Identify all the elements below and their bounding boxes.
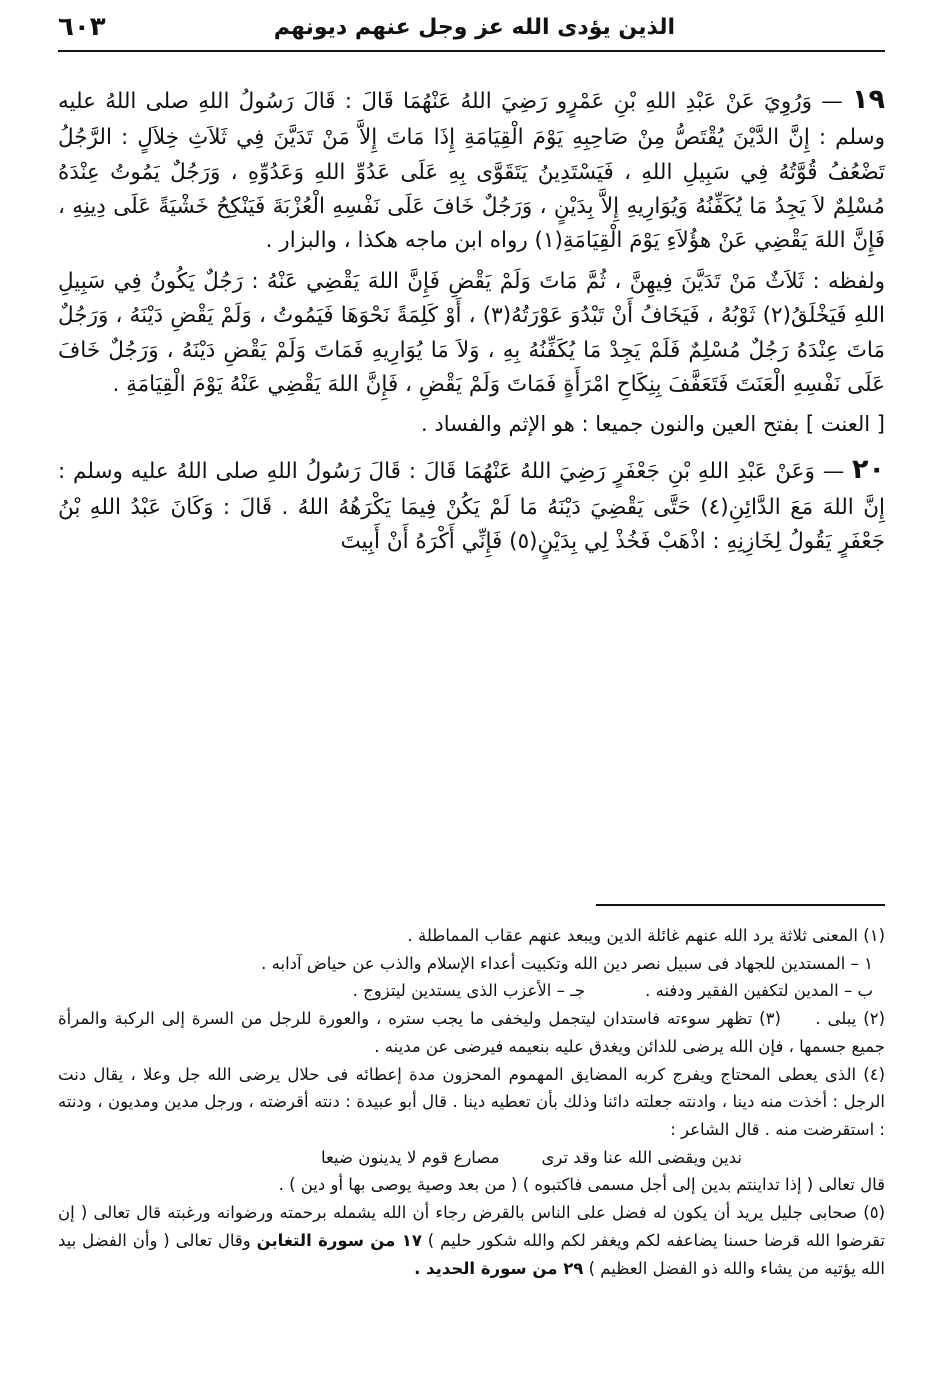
- variant-text: ولفظه : ثَلاَثٌ مَنْ تَدَيَّنَ فِيهِنَّ ، ثُمَّ مَاتَ وَلَمْ يَقْضِ فَإِنَّ اللهَ يَقْضِي عَنْهُ : رَجُلٌ يَكُونُ فِي سَبِيلِ اللهِ فَيَخْلَقُ(٢) ثَوْبُهُ ، فَيَخَافُ أَنْ تَبْدُوَ عَوْرَتُهُ(٣) ، أَوْ كَلِمَةً نَحْوَهَا فَيَمُوتُ ، وَلَمْ يَقْضِ دَيْنَهُ ، وَرَجُلٌ مَاتَ عِنْدَهُ رَجُلٌ مُسْلِمٌ فَلَمْ يَجِدْ مَا يُكَفِّنُهُ بِهِ ، وَلاَ مَا يُوَارِيهِ فَمَاتَ وَلَمْ يَقْضِ دَيْنَهُ ، وَرَجُلٌ خَافَ عَلَى نَفْسِهِ الْعَنَتَ فَتَعَفَّفَ بِنِكَاحِ امْرَأَةٍ فَمَاتَ وَلَمْ يَقْضِ ، فَإِنَّ اللهَ يَقْضِي عَنْهُ يَوْمَ الْقِيَامَةِ .: [58, 268, 885, 397]
- surah-reference-1: ١٧ من سورة التغابن: [256, 1230, 422, 1250]
- hadith-text: — وَعَنْ عَبْدِ اللهِ بْنِ جَعْفَرٍ رَضِيَ اللهُ عَنْهُمَا قَالَ : قَالَ رَسُولُ اللهِ صلى اللهُ عليه وسلم : إِنَّ اللهَ مَعَ الدَّائِنِ(٤) حَتَّى يَقْضِيَ دَيْنَهُ مَا لَمْ يَكُنْ فِيمَا يَكْرَهُهُ اللهُ . قَالَ : وَكَانَ عَبْدُ اللهِ بْنُ جَعْفَرٍ يَقُولُ لِخَازِنِهِ : اذْهَبْ فَخُذْ لِي بِدَيْنٍ(٥) فَإِنِّي أَكْرَهُ أَنْ أَبِيتَ: [58, 458, 886, 555]
- page-header: [58, 4, 885, 52]
- hadith-number: ١٩: [852, 84, 885, 115]
- footnotes-2-3: [58, 1005, 885, 1060]
- footnotes: [58, 922, 885, 1282]
- footnote-5-mid: وقال تعالى ( وأن الفضل بيد الله يؤتيه من يشاء والله ذو الفضل العظيم ): [58, 1230, 885, 1278]
- surah-reference-2: ٢٩ من سورة الحديد .: [414, 1258, 584, 1278]
- footnote-4: (٤) الذى يعطى المحتاج ويفرج كربه المضايق المهموم المحزون مدة إعطائه فى حلال يرضى الله جل وعلا ، يقال دنت الرجل : أخذت منه دينا ، وادنته جعلته دائنا وذلك بأن تعطيه دينا . قال أبو عبيدة : دنته أقرضته ، ورجل مدين ومديون ، ودنته : استقرضت منه . قال الشاعر :: [58, 1064, 885, 1140]
- hadith-19: [58, 78, 885, 259]
- footnote-2: (٢) يبلى .: [815, 1009, 885, 1029]
- footnote-3: (٣) تظهر سوءته فاستدان ليتجمل وليخفى ما يجب ستره ، والعورة للرجل من السرة إلى الركبة والمرأة جميع جسمها ، فإن الله يرضى للدائن ويغدق عليه بنعيمه فيرضى عن مدينه .: [58, 1009, 885, 1056]
- footnote-4-quran: قال تعالى ( إذا تداينتم بدين إلى أجل مسمى فاكتبوه ) ( من بعد وصية يوصى بها أو دين ) .: [278, 1175, 885, 1195]
- footnote-separator: [596, 904, 885, 906]
- gloss-text: [ العنت ] بفتح العين والنون جميعا : هو الإثم والفساد .: [421, 412, 885, 437]
- variant-wording: [58, 265, 885, 403]
- poetry-verse: [58, 1144, 885, 1172]
- footnote-1-items-bc: [58, 977, 885, 1005]
- footnote-1-item-b: ب – المدين لتكفين الفقير ودفنه .: [645, 981, 873, 1001]
- hadith-20: [58, 448, 885, 560]
- footnote-5: [58, 1199, 885, 1282]
- running-title: الذين يؤدى الله عز وجل عنهم ديونهم: [273, 14, 675, 40]
- verse-hemistich-2: مصارع قوم لا يدينون ضيعا: [321, 1147, 500, 1167]
- footnote-1: (١) المعنى ثلاثة يرد الله عنهم غائلة الدين ويبعد عنهم عقاب المماطلة .: [407, 926, 885, 945]
- verse-hemistich-1: ندين ويقضى الله عنا وقد ترى: [541, 1147, 742, 1167]
- hadith-text: — وَرُوِيَ عَنْ عَبْدِ اللهِ بْنِ عَمْرٍو رَضِيَ اللهُ عَنْهُمَا قَالَ : قَالَ رَسُولُ اللهِ صلى اللهُ عليه وسلم : إِنَّ الدَّيْنَ يُقْتَصُّ مِنْ صَاحِبِهِ يَوْمَ الْقِيَامَةِ إِذَا مَاتَ إِلاَّ مَنْ تَدَيَّنَ فِي ثَلاَثِ خِلاَلٍ : الرَّجُلُ تَضْعُفُ قُوَّتُهُ فِي سَبِيلِ اللهِ ، فَيَسْتَدِينُ يَتَقَوَّى بِهِ عَلَى عَدُوِّ اللهِ وَعَدُوِّهِ ، وَرَجُلٌ يَمُوتُ عِنْدَهُ مُسْلِمٌ لاَ يَجِدُ مَا يُكَفِّنُهُ وَيُوَارِيهِ إِلاَّ بِدَيْنٍ ، وَرَجُلٌ خَافَ عَلَى نَفْسِهِ الْعُزْبَةَ فَيَنْكِحُ خَشْيَةً عَلَى دِينِهِ ، فَإِنَّ اللهَ يَقْضِي عَنْ هؤُلاَءِ يَوْمَ الْقِيَامَةِ(١) رواه ابن ماجه هكذا ، والبزار .: [58, 89, 885, 254]
- footnote-1-item-a: ١ – المستدين للجهاد فى سبيل نصر دين الله وتكبيت أعداء الإسلام والذب عن حياض آدابه .: [261, 953, 873, 973]
- word-gloss: [58, 408, 885, 442]
- footnote-1-item-c: جـ – الأعزب الذى يستدين ليتزوج .: [352, 981, 586, 1001]
- footnote-5-text: (٥) صحابى جليل يريد أن يكون له فضل على الناس بالقرض رجاء أن الله يشمله برحمته ورضوانه ورغبته قال تعالى ( إن تقرضوا الله قرضا حسنا يضاعفه لكم ويغفر لكم والله شكور حليم ): [58, 1203, 886, 1250]
- main-text: [58, 78, 885, 566]
- page-number: ٦٠٣: [58, 12, 106, 42]
- hadith-number: ٢٠: [852, 453, 885, 485]
